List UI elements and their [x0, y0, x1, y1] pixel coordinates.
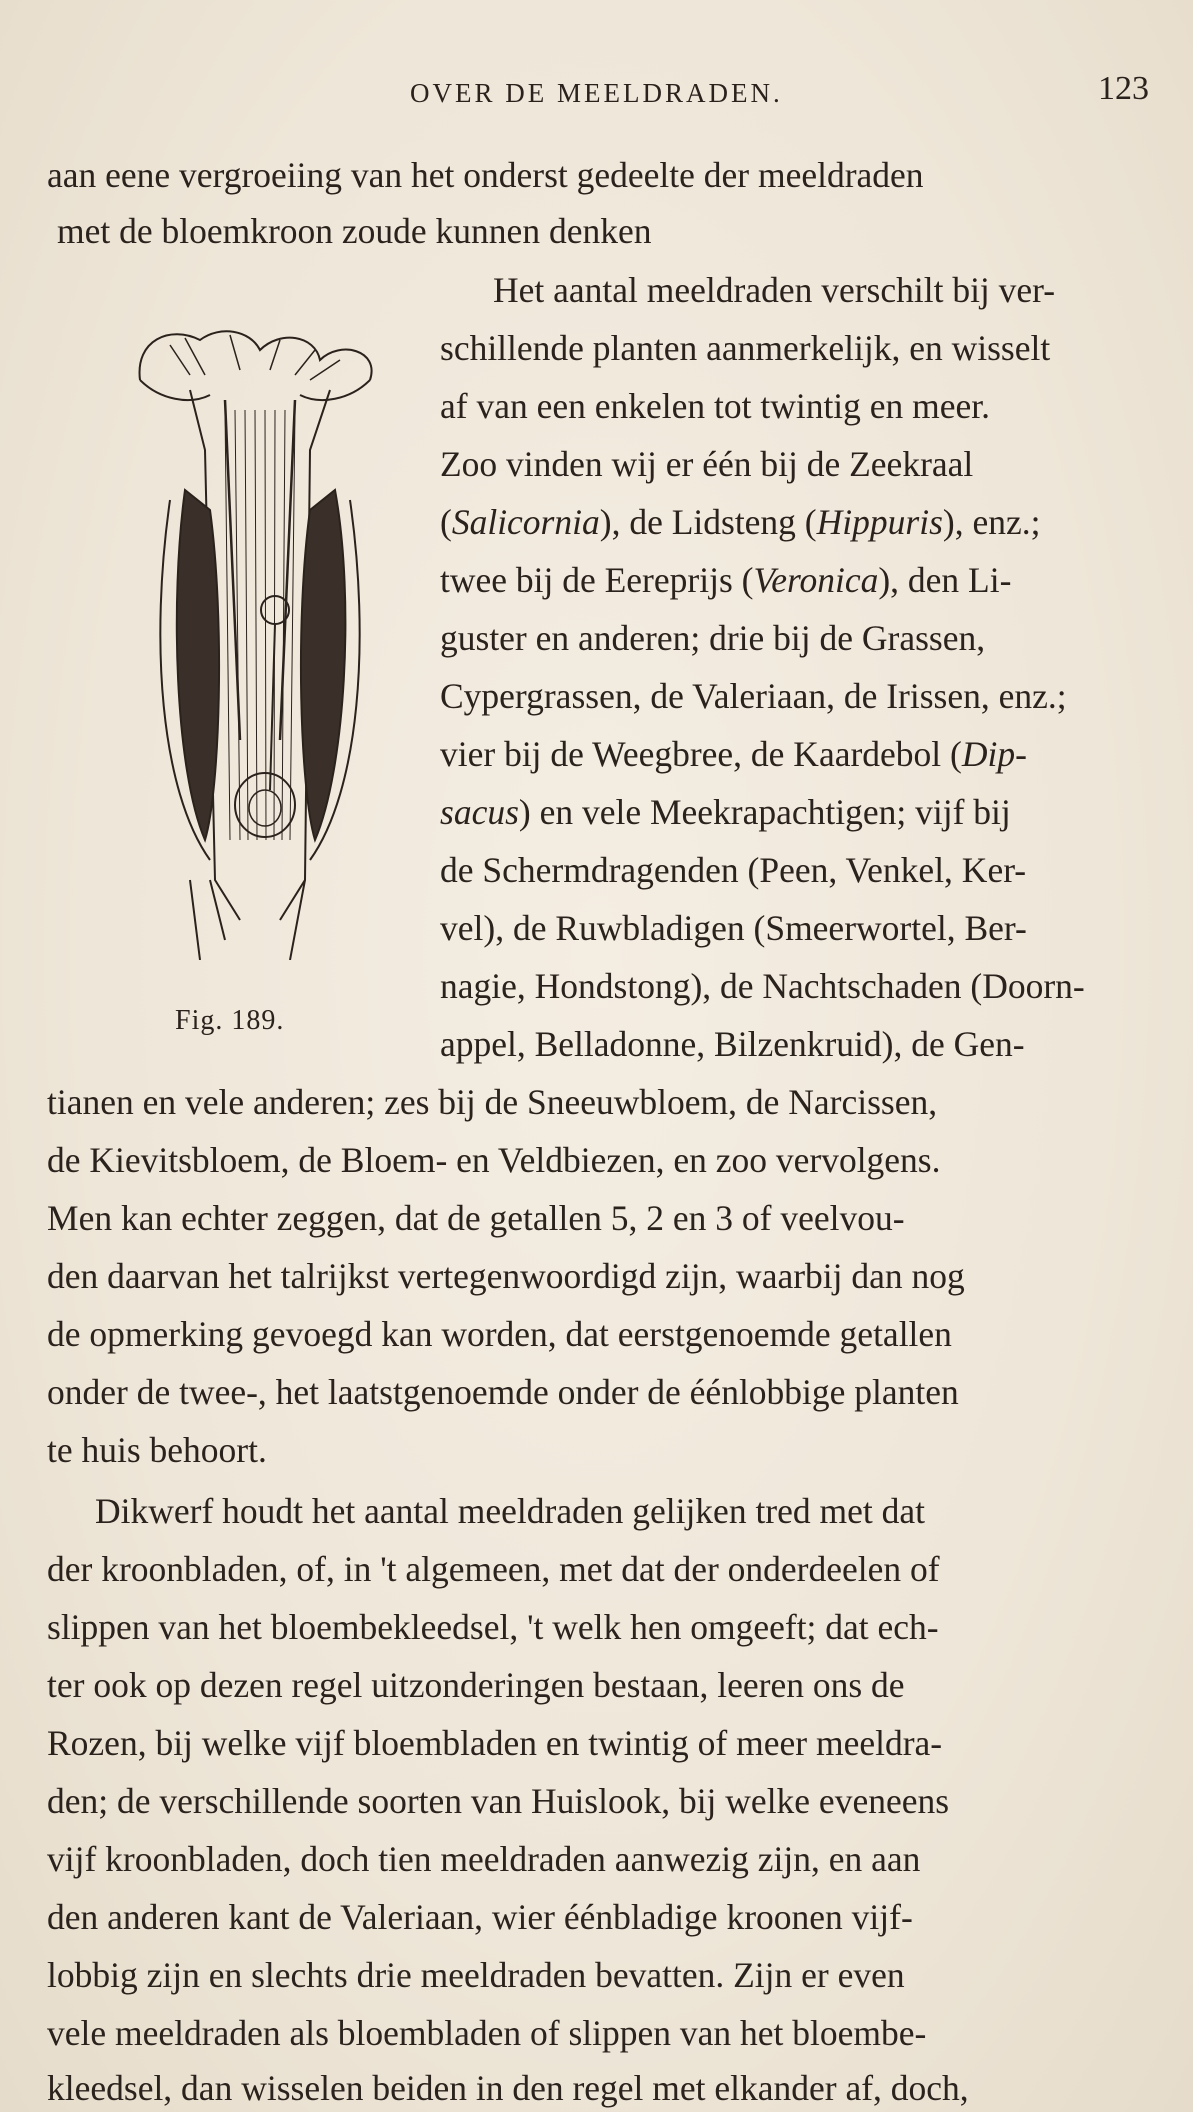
page-number: 123	[1098, 70, 1149, 107]
text-line: af van een enkelen tot twintig en meer.	[440, 386, 991, 426]
text-line: Zoo vinden wij er één bij de Zeekraal	[440, 444, 974, 484]
text-line: kleedsel, dan wisselen beiden in den regel met elkander af, doch,	[47, 2068, 969, 2108]
text-line: Cypergrassen, de Valeriaan, de Irissen, enz.;	[440, 676, 1067, 716]
text-line: aan eene vergroeiing van het onderst gedeelte der meeldraden	[47, 155, 924, 195]
text-line: onder de twee-, het laatstgenoemde onder de éénlobbige planten	[47, 1372, 959, 1412]
text-line: den; de verschillende soorten van Huislook, bij welke eveneens	[47, 1781, 950, 1821]
page-header	[0, 70, 1193, 120]
text-line: met de bloemkroon zoude kunnen denken	[57, 211, 652, 251]
text-line: nagie, Hondstong), de Nachtschaden (Doorn-	[440, 966, 1085, 1006]
text-line: ter ook op dezen regel uitzonderingen bestaan, leeren ons de	[47, 1665, 905, 1705]
text-line: de Schermdragenden (Peen, Venkel, Ker-	[440, 850, 1027, 890]
text-line: guster en anderen; drie bij de Grassen,	[440, 618, 986, 658]
text-line: te huis behoort.	[47, 1430, 267, 1470]
text-line: de opmerking gevoegd kan worden, dat eerstgenoemde getallen	[47, 1314, 952, 1354]
running-head: OVER DE MEELDRADEN.	[410, 78, 783, 108]
text-line: Rozen, bij welke vijf bloembladen en twintig of meer meeldra-	[47, 1723, 943, 1763]
text-line: vier bij de Weegbree, de Kaardebol (Dip-	[440, 734, 1027, 774]
text-line: Het aantal meeldraden verschilt bij ver-	[493, 270, 1056, 310]
text-line: der kroonbladen, of, in 't algemeen, met dat der onderdeelen of	[47, 1549, 940, 1589]
text-line: (Salicornia), de Lidsteng (Hippuris), enz.;	[440, 502, 1041, 542]
text-line: twee bij de Eereprijs (Veronica), den Li-	[440, 560, 1012, 600]
text-line: vijf kroonbladen, doch tien meeldraden aanwezig zijn, en aan	[47, 1839, 921, 1879]
text-line: slippen van het bloembekleedsel, 't welk hen omgeeft; dat ech-	[47, 1607, 939, 1647]
text-line: den anderen kant de Valeriaan, wier éénbladige kroonen vijf-	[47, 1897, 913, 1937]
text-line: de Kievitsbloem, de Bloem- en Veldbiezen, en zoo vervolgens.	[47, 1140, 941, 1180]
text-line: schillende planten aanmerkelijk, en wisselt	[440, 328, 1051, 368]
text-line: vel), de Ruwbladigen (Smeerwortel, Ber-	[440, 908, 1027, 948]
text-line: tianen en vele anderen; zes bij de Sneeuwbloem, de Narcissen,	[47, 1082, 938, 1122]
text-line: lobbig zijn en slechts drie meeldraden bevatten. Zijn er even	[47, 1955, 905, 1995]
text-line: Dikwerf houdt het aantal meeldraden gelijken tred met dat	[95, 1491, 925, 1531]
text-line: den daarvan het talrijkst vertegenwoordigd zijn, waarbij dan nog	[47, 1256, 965, 1296]
text-line: vele meeldraden als bloembladen of slippen van het bloembe-	[47, 2013, 927, 2053]
flower-drawing	[130, 320, 430, 960]
text-line: sacus) en vele Meekrapachtigen; vijf bij	[440, 792, 1011, 832]
flower-illustration	[130, 320, 430, 960]
figure-caption: Fig. 189.	[175, 1005, 285, 1036]
text-line: Men kan echter zeggen, dat de getallen 5, 2 en 3 of veelvou-	[47, 1198, 905, 1238]
text-line: appel, Belladonne, Bilzenkruid), de Gen-	[440, 1024, 1025, 1064]
